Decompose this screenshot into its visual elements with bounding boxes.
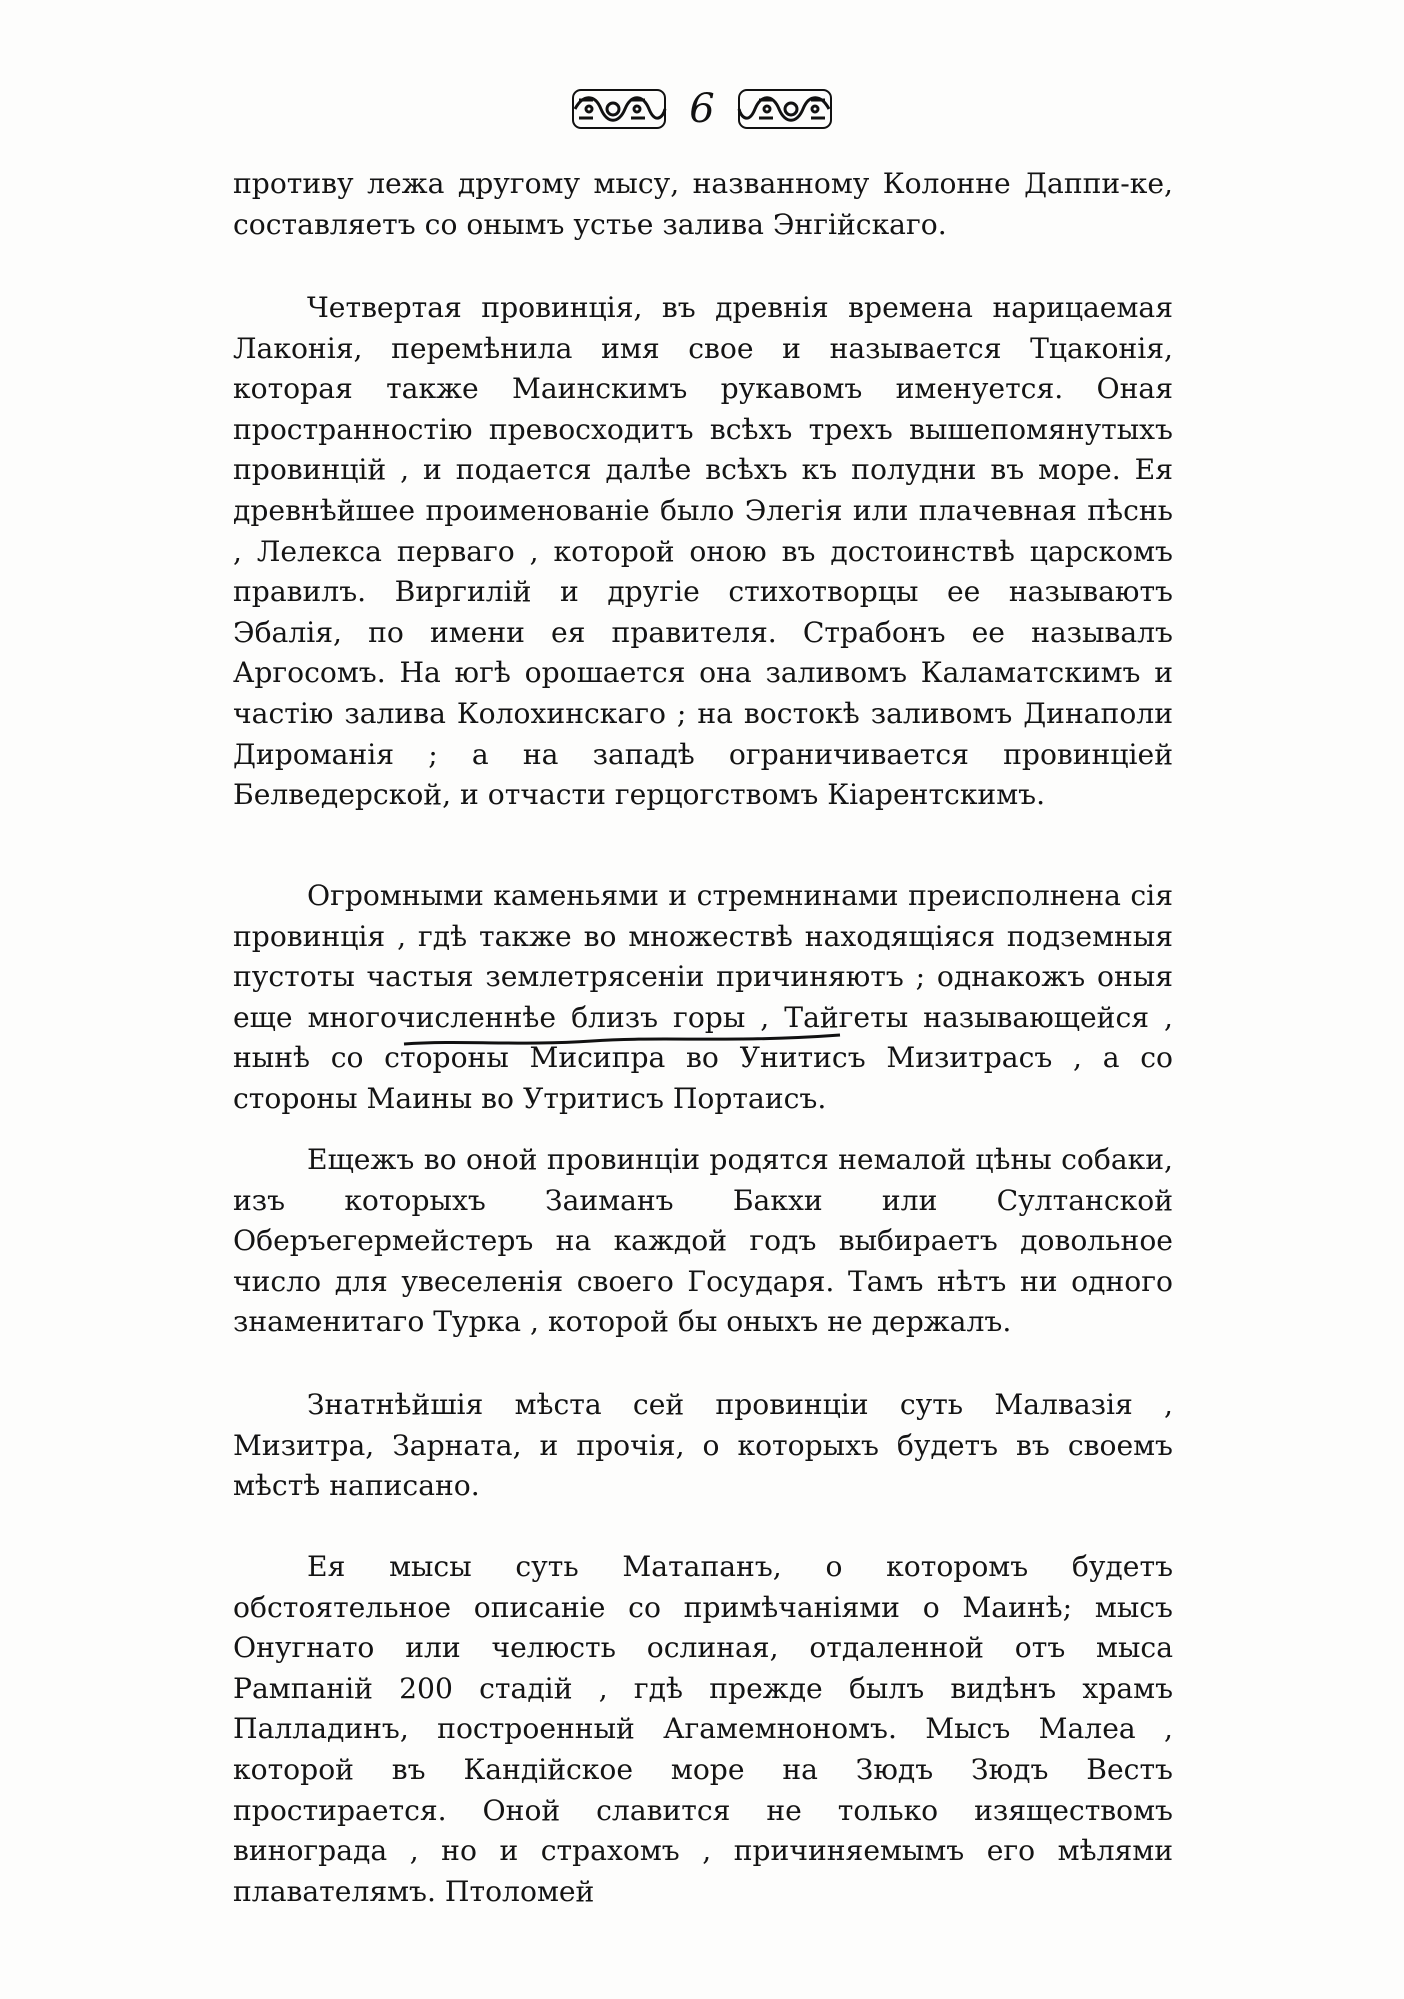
paragraph-text: Знатнѣйшія мѣста сей провинціи суть Малвазія , Мизитра, Зарната, и прочія, о которыхъ будетъ въ своемъ мѣстѣ написано. <box>233 1388 1173 1503</box>
paragraph-capes <box>233 1547 1173 1912</box>
right-ornament-icon <box>737 88 833 130</box>
paragraph-dogs <box>233 1140 1173 1343</box>
paragraph-places <box>233 1385 1173 1507</box>
paragraph-mountains <box>233 876 1173 1120</box>
paragraph-laconia <box>233 288 1173 816</box>
paragraph-text: Четвертая провинція, въ древнія времена нарицаемая Лаконія, перемѣнила имя свое и называется Тцаконія, которая также Маинскимъ рукавомъ именуется. Оная пространностію превосходитъ всѣхъ трехъ вышепомянутыхъ провинцій , и подается далѣе всѣхъ къ полудни въ море. Ея древнѣйшее проименованіе было Элегія или плачевная пѣснь , Лелекса перваго , которой оною въ достоинствѣ царскомъ правилъ. Виргилій и другіе стихотворцы ее называютъ Эбалія, по имени ея правителя. Страбонъ ее называлъ Аргосомъ. На югѣ орошается она заливомъ Каламатскимъ и частію залива Колохинскаго ; на востокѣ заливомъ Динаполи Дироманія ; а на западѣ ограничивается провинціей Белведерской, и отчасти герцогствомъ Кіарентскимъ. <box>233 291 1173 812</box>
page-header <box>0 88 1404 130</box>
left-ornament-icon <box>571 88 667 130</box>
paragraph-text: Ещежъ во оной провинціи родятся немалой цѣны собаки, изъ которыхъ Заиманъ Бакхи или Султанской Оберъегермейстеръ на каждой годъ выбираетъ довольное число для увеселенія своего Государя. Тамъ нѣтъ ни одного знаменитаго Турка , которой бы оныхъ не держалъ. <box>233 1143 1173 1339</box>
paragraph-continuation <box>233 164 1173 245</box>
paragraph-text: Ея мысы суть Матапанъ, о которомъ будетъ обстоятельное описаніе со примѣчаніями о Маинѣ; мысъ Онугнато или челюсть ослиная, отдаленной отъ мыса Рампаній 200 стадій , гдѣ прежде былъ видѣнъ храмъ Палладинъ, построенный Агамемнономъ. Мысъ Малеа , которой въ Кандійское море на Зюдъ Зюдъ Вестъ простирается. Оной славится не только изяществомъ винограда , но и страхомъ , причиняемымъ его мѣлями плавателямъ. Птоломей <box>233 1550 1173 1908</box>
page-number: 6 <box>689 86 715 132</box>
paragraph-text: Огромными каменьями и стремнинами преисполнена сія провинція , гдѣ также во множествѣ находящіяся подземныя пустоты частыя землетрясеніи причиняютъ ; однакожъ оныя еще многочисленнѣе близъ горы , Тайгеты называющейся , нынѣ со стороны Мисипра во Унитисъ Мизитрасъ , а со стороны Маины во Утритисъ Портаисъ. <box>233 879 1173 1115</box>
paragraph-text: противу лежа другому мысу, названному Колонне Даппи-ке, составляетъ со онымъ устье залива Энгійскаго. <box>233 167 1173 241</box>
